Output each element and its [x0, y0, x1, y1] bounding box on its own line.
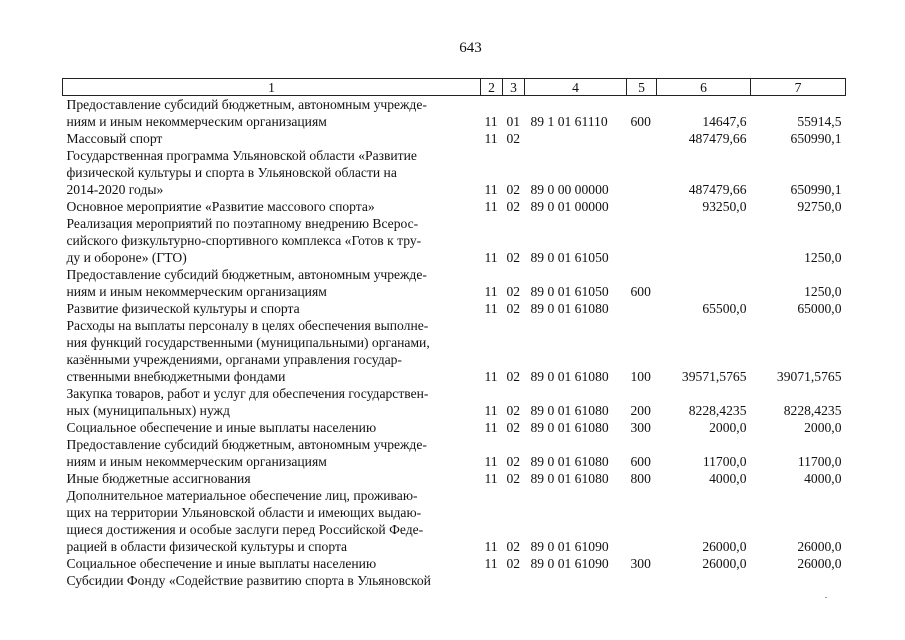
- item-name-line: ниям и иным некоммерческим организациям: [66, 114, 327, 129]
- item-name-line: Расходы на выплаты персоналу в целях обеспечения выполне-: [66, 318, 429, 333]
- table-row: [63, 317, 846, 385]
- amount-col7-cell: 26000,0: [797, 556, 842, 571]
- subsection-code-cell: 02: [506, 539, 521, 554]
- table-body: [63, 96, 846, 590]
- table-row: [63, 266, 846, 300]
- amount-col7-cell: 26000,0: [797, 539, 842, 554]
- subsection-code-cell: 02: [506, 182, 521, 197]
- item-name-line: рацией в области физической культуры и спорта: [66, 539, 348, 554]
- amount-col6-cell: 11700,0: [702, 454, 747, 469]
- section-code-cell: 11: [484, 182, 498, 197]
- amount-col7-cell: [751, 572, 846, 589]
- table-row: [63, 96, 846, 131]
- item-name-line: Реализация мероприятий по поэтапному внедрению Всерос-: [66, 216, 419, 231]
- item-name-cell: [63, 436, 481, 470]
- subsection-code-cell: 02: [506, 420, 521, 435]
- target-article-cell: 89 0 01 00000: [530, 199, 609, 214]
- amount-col6-cell: 26000,0: [702, 556, 747, 571]
- item-name-line: Основное мероприятие «Развитие массового спорта»: [66, 199, 375, 214]
- page-number: 643: [459, 40, 482, 56]
- section-code-cell: 11: [484, 114, 498, 129]
- subsection-code-cell: 02: [506, 301, 521, 316]
- item-name-cell: [63, 487, 481, 555]
- item-name-line: Дополнительное материальное обеспечение лиц, проживаю-: [66, 488, 418, 503]
- target-article-cell: [525, 130, 627, 147]
- section-code-cell: 11: [484, 250, 498, 265]
- section-code-cell: [481, 572, 503, 589]
- subsection-code-cell: 02: [506, 403, 521, 418]
- item-name-line: ных (муниципальных) нужд: [66, 403, 230, 418]
- amount-col6-cell: 487479,66: [688, 131, 747, 146]
- item-name-line: ния функций государственными (муниципальными) органами,: [66, 335, 430, 350]
- expense-type-cell: 600: [630, 454, 651, 469]
- amount-col7-cell: 1250,0: [804, 250, 842, 265]
- subsection-code-cell: 02: [506, 250, 521, 265]
- expense-type-cell: [627, 215, 657, 266]
- amount-col7-cell: 92750,0: [797, 199, 842, 214]
- expense-type-cell: 300: [630, 420, 651, 435]
- header-col-7: 7: [751, 79, 846, 96]
- amount-col6-cell: 93250,0: [702, 199, 747, 214]
- target-article-cell: 89 0 01 61090: [530, 539, 609, 554]
- amount-col7-cell: 55914,5: [797, 114, 842, 129]
- table-row: [63, 419, 846, 436]
- item-name-line: Государственная программа Ульяновской области «Развитие: [66, 148, 417, 163]
- scan-speck: [825, 597, 827, 598]
- amount-col7-cell: 39071,5765: [776, 369, 842, 384]
- amount-col6-cell: [657, 215, 751, 266]
- table-row: [63, 470, 846, 487]
- amount-col7-cell: 650990,1: [790, 182, 842, 197]
- amount-col7-cell: 8228,4235: [783, 403, 842, 418]
- subsection-code-cell: 02: [506, 471, 521, 486]
- header-col-3: 3: [503, 79, 525, 96]
- header-col-2: 2: [481, 79, 503, 96]
- header-col-6: 6: [657, 79, 751, 96]
- section-code-cell: 11: [484, 199, 498, 214]
- amount-col7-cell: 1250,0: [804, 284, 842, 299]
- item-name-line: щих на территории Ульяновской области и имеющих выдаю-: [66, 505, 422, 520]
- table-row: [63, 215, 846, 266]
- section-code-cell: 11: [484, 420, 498, 435]
- item-name-cell: [63, 572, 481, 589]
- subsection-code-cell: 02: [506, 131, 521, 146]
- expense-type-cell: [627, 147, 657, 198]
- table-row: [63, 436, 846, 470]
- budget-table: [62, 78, 846, 589]
- item-name-line: ственными внебюджетными фондами: [66, 369, 286, 384]
- table-row: [63, 555, 846, 572]
- item-name-cell: [63, 419, 481, 436]
- section-code-cell: 11: [484, 539, 498, 554]
- subsection-code-cell: 02: [506, 199, 521, 214]
- table-row: [63, 147, 846, 198]
- expense-type-cell: [627, 572, 657, 589]
- target-article-cell: 89 0 01 61080: [530, 454, 609, 469]
- table-row: [63, 300, 846, 317]
- item-name-line: ниям и иным некоммерческим организациям: [66, 284, 327, 299]
- expense-type-cell: 200: [630, 403, 651, 418]
- section-code-cell: 11: [484, 369, 498, 384]
- target-article-cell: 89 0 01 61080: [530, 403, 609, 418]
- item-name-line: Социальное обеспечение и иные выплаты населению: [66, 556, 377, 571]
- target-article-cell: 89 0 01 61050: [530, 284, 609, 299]
- item-name-line: щиеся достижения и особые заслуги перед Российской Феде-: [66, 522, 424, 537]
- table-row: [63, 487, 846, 555]
- expense-type-cell: 100: [630, 369, 651, 384]
- header-col-4: 4: [525, 79, 627, 96]
- target-article-cell: 89 0 01 61080: [530, 369, 609, 384]
- item-name-cell: [63, 470, 481, 487]
- expense-type-cell: [627, 487, 657, 555]
- subsection-code-cell: 02: [506, 556, 521, 571]
- expense-type-cell: [627, 300, 657, 317]
- expense-type-cell: 600: [630, 284, 651, 299]
- target-article-cell: [525, 572, 627, 589]
- target-article-cell: 89 0 01 61080: [530, 471, 609, 486]
- amount-col6-cell: [657, 266, 751, 300]
- subsection-code-cell: 01: [506, 114, 521, 129]
- target-article-cell: 89 0 01 61080: [530, 301, 609, 316]
- item-name-line: казёнными учреждениями, органами управления государ-: [66, 352, 402, 367]
- amount-col7-cell: 2000,0: [804, 420, 842, 435]
- item-name-line: ду и обороне» (ГТО): [66, 250, 187, 265]
- subsection-code-cell: 02: [506, 454, 521, 469]
- item-name-line: Иные бюджетные ассигнования: [66, 471, 251, 486]
- target-article-cell: 89 0 01 61050: [530, 250, 609, 265]
- expense-type-cell: [627, 130, 657, 147]
- item-name-line: Предоставление субсидий бюджетным, автономным учрежде-: [66, 267, 427, 282]
- amount-col6-cell: 26000,0: [702, 539, 747, 554]
- table-row: [63, 198, 846, 215]
- section-code-cell: 11: [484, 454, 498, 469]
- item-name-cell: [63, 300, 481, 317]
- amount-col7-cell: 11700,0: [797, 454, 842, 469]
- expense-type-cell: 300: [630, 556, 651, 571]
- section-code-cell: 11: [484, 403, 498, 418]
- item-name-line: Субсидии Фонду «Содействие развитию спорта в Ульяновской: [66, 573, 431, 588]
- amount-col6-cell: 487479,66: [688, 182, 747, 197]
- item-name-line: ниям и иным некоммерческим организациям: [66, 454, 327, 469]
- subsection-code-cell: [503, 572, 525, 589]
- item-name-line: сийского физкультурно-спортивного комплекса «Готов к тру-: [66, 233, 422, 248]
- amount-col6-cell: 65500,0: [702, 301, 747, 316]
- item-name-cell: [63, 198, 481, 215]
- amount-col6-cell: 8228,4235: [688, 403, 747, 418]
- item-name-cell: [63, 317, 481, 385]
- section-code-cell: 11: [484, 301, 498, 316]
- amount-col7-cell: 650990,1: [790, 131, 842, 146]
- item-name-cell: [63, 385, 481, 419]
- section-code-cell: 11: [484, 284, 498, 299]
- target-article-cell: 89 1 01 61110: [530, 114, 608, 129]
- amount-col6-cell: [657, 572, 751, 589]
- item-name-cell: [63, 130, 481, 147]
- target-article-cell: 89 0 01 61080: [530, 420, 609, 435]
- item-name-line: физической культуры и спорта в Ульяновской области на: [66, 165, 397, 180]
- amount-col6-cell: 4000,0: [709, 471, 747, 486]
- expense-type-cell: 600: [630, 114, 651, 129]
- amount-col6-cell: 39571,5765: [681, 369, 747, 384]
- amount-col6-cell: 2000,0: [709, 420, 747, 435]
- target-article-cell: 89 0 01 61090: [530, 556, 609, 571]
- item-name-line: Развитие физической культуры и спорта: [66, 301, 300, 316]
- header-col-1: 1: [63, 79, 481, 96]
- table-row: [63, 572, 846, 589]
- table-row: [63, 385, 846, 419]
- item-name-cell: [63, 555, 481, 572]
- item-name-cell: [63, 96, 481, 131]
- expense-type-cell: 800: [630, 471, 651, 486]
- expense-type-cell: [627, 198, 657, 215]
- table-row: [63, 130, 846, 147]
- item-name-line: Массовый спорт: [66, 131, 163, 146]
- item-name-line: Закупка товаров, работ и услуг для обеспечения государствен-: [66, 386, 429, 401]
- section-code-cell: 11: [484, 556, 498, 571]
- item-name-line: 2014-2020 годы»: [66, 182, 164, 197]
- subsection-code-cell: 02: [506, 369, 521, 384]
- header-col-5: 5: [627, 79, 657, 96]
- target-article-cell: 89 0 00 00000: [530, 182, 609, 197]
- section-code-cell: 11: [484, 471, 498, 486]
- amount-col7-cell: 4000,0: [804, 471, 842, 486]
- item-name-cell: [63, 266, 481, 300]
- section-code-cell: 11: [484, 131, 498, 146]
- item-name-cell: [63, 215, 481, 266]
- item-name-cell: [63, 147, 481, 198]
- item-name-line: Предоставление субсидий бюджетным, автономным учрежде-: [66, 437, 427, 452]
- table-header-row: [63, 79, 846, 96]
- item-name-line: Социальное обеспечение и иные выплаты населению: [66, 420, 377, 435]
- amount-col7-cell: 65000,0: [797, 301, 842, 316]
- amount-col6-cell: 14647,6: [702, 114, 747, 129]
- item-name-line: Предоставление субсидий бюджетным, автономным учрежде-: [66, 97, 427, 112]
- subsection-code-cell: 02: [506, 284, 521, 299]
